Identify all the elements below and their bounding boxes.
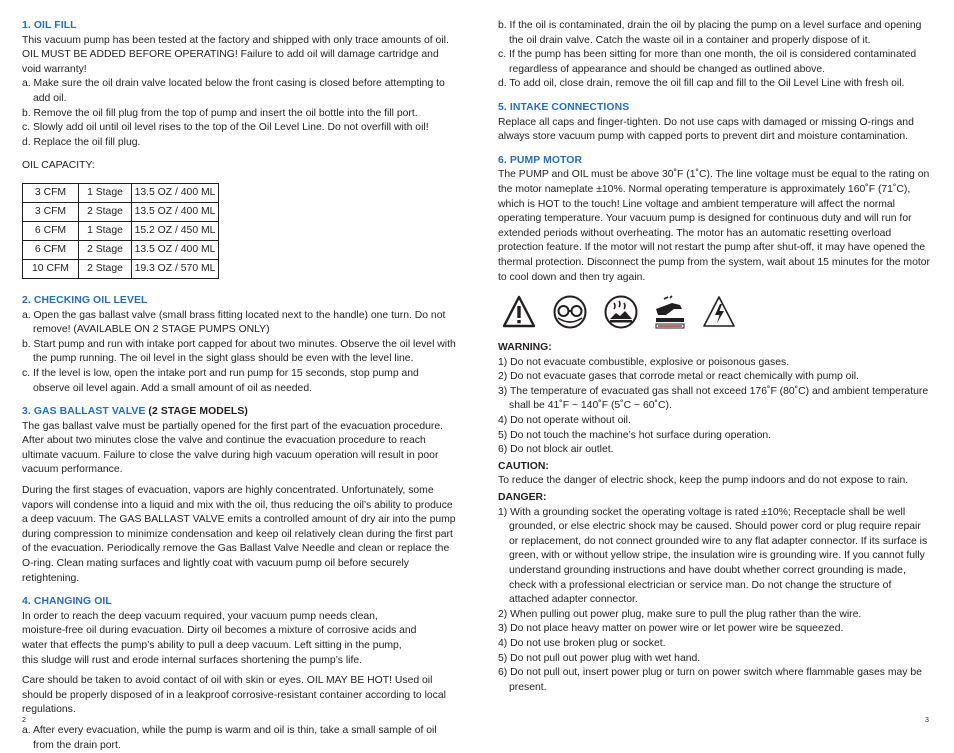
table-cell: 1 Stage <box>79 221 132 240</box>
danger-item: 4) Do not use broken plug or socket. <box>498 637 666 649</box>
warning-item: 6) Do not block air outlet. <box>498 444 614 456</box>
danger-item: 2) When pulling out power plug, make sure to pull the plug rather than the wire. <box>498 608 862 620</box>
caution-title: CAUTION: <box>498 460 549 472</box>
table-cell: 6 CFM <box>23 240 79 259</box>
danger-title: DANGER: <box>498 492 547 504</box>
table-cell: 19.3 OZ / 570 ML <box>132 259 219 278</box>
table-cell: 1 Stage <box>79 183 132 202</box>
danger-item: 6) Do not pull out, insert power plug or turn on power switch where flammable gases may be present. <box>498 667 922 693</box>
changing-oil-step-d: d. To add oil, close drain, remove the oil fill cap and fill to the Oil Level Line with fresh oil. <box>498 78 905 90</box>
oil-fill-step-b: b. Remove the oil fill plug from the top of pump and insert the oil bottle into the fill port. <box>22 107 418 119</box>
checking-step-c: c. If the level is low, open the intake port and run pump for 15 seconds, stop pump and observe oil level again. Add a small amount of oil as needed. <box>22 367 419 394</box>
table-cell: 13.5 OZ / 400 ML <box>132 240 219 259</box>
left-page <box>22 19 458 753</box>
right-page <box>498 19 932 695</box>
table-cell: 13.5 OZ / 400 ML <box>132 183 219 202</box>
warning-item: 2) Do not evacuate gases that corrode metal or react chemically with pump oil. <box>498 371 859 383</box>
danger-item: 5) Do not pull out power plug with wet hand. <box>498 652 701 664</box>
safety-icons-row <box>502 293 932 331</box>
checking-step-b: b. Start pump and run with intake port capped for about two minutes. Observe the oil level with the pump running. The oil level in the sight glass should be even with the level line. <box>22 338 456 365</box>
warning-triangle-icon <box>502 295 536 329</box>
danger-item: 1) With a grounding socket the operating voltage is rated ±10%; Receptacle shall be well grounded, or else electric shock may be caused. Should power cord or plug require repair or replacement, do not connect grounded wire to any flat adapter connector. If its surface is green, with or without yellow stripe, the insulation wire is grounding wire. If you cannot fully understand grounding instructions and have doubt whether correct grounding is made, check with a professional electrician or service man. Do not change the structure of attached adapter connector. <box>498 506 928 606</box>
table-cell: 3 CFM <box>23 202 79 221</box>
changing-oil-para-2: Care should be taken to avoid contact of oil with skin or eyes. OIL MAY BE HOT! Used oil should be properly disposed of in a leakproof corrosive-resistant container according to local regulations. <box>22 675 446 716</box>
danger-item: 3) Do not place heavy matter on power wire or let power wire be squeezed. <box>498 623 844 635</box>
warning-item: 1) Do not evacuate combustible, explosive or poisonous gases. <box>498 356 790 368</box>
gas-ballast-title-models: (2 STAGE MODELS) <box>145 406 248 418</box>
changing-oil-step-c: c. If the pump has been sitting for more than one month, the oil is considered contaminated regardless of appearance and should be changed as outlined above. <box>498 49 917 75</box>
oil-fill-step-c: c. Slowly add oil until oil level rises to the top of the Oil Level Line. Do not overfill with oil! <box>22 122 429 134</box>
section-pump-motor-title: 6. PUMP MOTOR <box>498 154 583 166</box>
intake-connections-para: Replace all caps and finger-tighten. Do not use caps with damaged or missing O-rings and always store vacuum pump with capped ports to prevent dirt and moisture contamination. <box>498 116 914 143</box>
section-changing-oil-title: 4. CHANGING OIL <box>22 596 112 608</box>
table-row <box>23 202 219 221</box>
table-cell: 3 CFM <box>23 183 79 202</box>
table-cell: 13.5 OZ / 400 ML <box>132 202 219 221</box>
gas-ballast-para-2: During the first stages of evacuation, vapors are highly concentrated. Unfortunately, some vapors will condense into a liquid and mix with the oil, thus reducing the oil’s ability to produce a deep vacuum. The GAS BALLAST VALVE emits a controlled amount of dry air into the pump during compression to minimize condensation and keep oil relatively clean during the first part of the evacuation. Periodically remove the Gas Ballast Valve Needle and clean or replace the O-ring. Clean mating surfaces and lightly coat with vacuum pump oil before securely retightening. <box>22 485 456 584</box>
oil-capacity-label: OIL CAPACITY: <box>22 160 95 172</box>
gas-ballast-para-1: The gas ballast valve must be partially opened for the first part of the evacuation procedure. After about two minutes close the valve and continue the evacuation procedure to reach ultimate vacuum. Failure to close the valve during high vacuum operation will result in poor vacuum performance. <box>22 420 444 476</box>
page-number-right: 3 <box>925 717 929 724</box>
gas-ballast-title-main: 3. GAS BALLAST VALVE <box>22 406 146 418</box>
oil-capacity-table <box>22 183 219 279</box>
section-checking-oil-level-title: 2. CHECKING OIL LEVEL <box>22 294 148 306</box>
section-intake-connections-title: 5. INTAKE CONNECTIONS <box>498 101 630 113</box>
table-cell: 6 CFM <box>23 221 79 240</box>
warning-item: 5) Do not touch the machine’s hot surface during operation. <box>498 429 772 441</box>
electric-shock-icon <box>702 295 736 329</box>
changing-oil-para-1: In order to reach the deep vacuum required, your vacuum pump needs clean, moisture-free oil during evacuation. Dirty oil becomes a mixture of corrosive acids and water that effects the pump’s ability to pull a deep vacuum. Left sitting in the pump, this sludge will rust and erode internal surfaces shortening the pump’s life. <box>22 610 417 666</box>
table-row <box>23 221 219 240</box>
warning-item: 3) The temperature of evacuated gas shall not exceed 176˚F (80˚C) and ambient temperature shall be 41˚F ~ 140˚F (5˚C ~ 60˚C). <box>498 385 929 412</box>
checking-step-a: a. Open the gas ballast valve (small brass fitting located next to the handle) one turn. Do not remove! (AVAILABLE ON 2 STAGE PUMPS ONLY) <box>22 309 446 336</box>
safety-goggles-icon <box>550 295 590 329</box>
danger-list <box>498 506 932 696</box>
oil-fill-intro: This vacuum pump has been tested at the factory and shipped with only trace amounts of oil. OIL MUST BE ADDED BEFORE OPERATING! Failure to add oil will damage cartridge and void warranty! <box>22 34 449 75</box>
table-cell: 15.2 OZ / 450 ML <box>132 221 219 240</box>
section-oil-fill-title: 1. OIL FILL <box>22 20 77 31</box>
table-cell: 2 Stage <box>79 259 132 278</box>
section-gas-ballast-title <box>22 405 458 420</box>
table-row <box>23 183 219 202</box>
hot-surface-icon <box>604 295 638 329</box>
pump-motor-para: The PUMP and OIL must be above 30˚F (1˚C). The line voltage must be equal to the rating on the motor nameplate ±10%. Normal operating temperature is approximately 160˚F (71˚C), which is HOT to the touch! Line voltage and ambient temperature will affect the normal operating temperature. Your vacuum pump is designed for continuous duty and will run for extended periods without overheating. The motor has an automatic resetting overload protection feature. If the motor will not restart the pump after shut-off, it may have opened the thermal protection. Disconnect the pump from the system, wait about 15 minutes for the motor to cool down and then try again. <box>498 169 930 283</box>
table-cell: 2 Stage <box>79 240 132 259</box>
table-row <box>23 240 219 259</box>
changing-oil-step-a: a. After every evacuation, while the pump is warm and oil is thin, take a small sample of oil from the drain port. <box>22 724 437 751</box>
table-cell: 2 Stage <box>79 202 132 221</box>
corrosive-hand-icon <box>652 295 688 329</box>
changing-oil-step-b: b. If the oil is contaminated, drain the oil by placing the pump on a level surface and opening the oil drain valve. Catch the waste oil in a container and properly dispose of it. <box>498 20 922 46</box>
page-number-left: 2 <box>22 717 26 724</box>
warning-title: WARNING: <box>498 342 552 354</box>
warning-item: 4) Do not operate without oil. <box>498 415 631 427</box>
table-cell: 10 CFM <box>23 259 79 278</box>
warning-list <box>498 356 932 458</box>
table-row <box>23 259 219 278</box>
caution-text: To reduce the danger of electric shock, keep the pump indoors and do not expose to rain. <box>498 475 909 487</box>
oil-fill-step-a: a. Make sure the oil drain valve located below the front casing is closed before attempting to add oil. <box>22 78 445 104</box>
oil-fill-step-d: d. Replace the oil fill plug. <box>22 136 141 148</box>
